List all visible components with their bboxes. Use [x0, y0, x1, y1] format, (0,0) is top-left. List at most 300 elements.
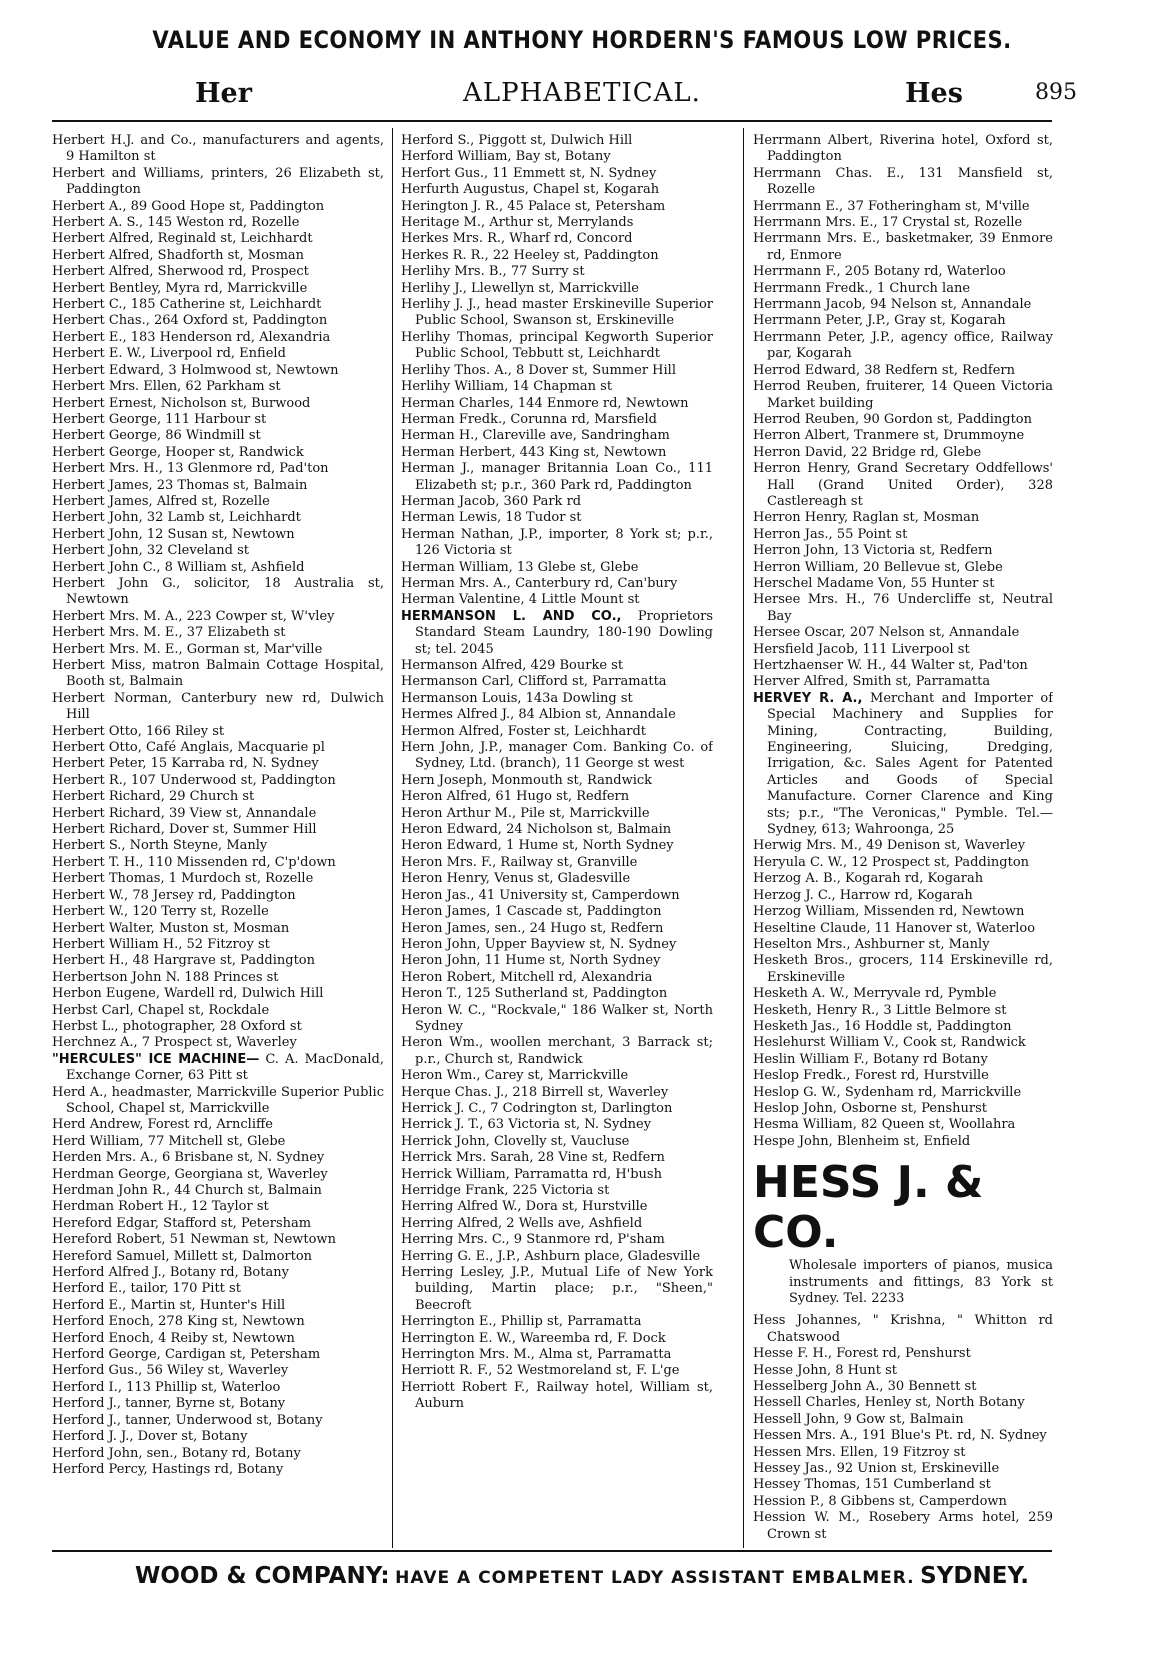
directory-entry — [52, 740, 384, 756]
running-head-left: Her — [195, 78, 252, 109]
entry-text: Herrod Reuben, 90 Gordon st, Paddington — [753, 411, 1032, 427]
directory-entry — [52, 1446, 384, 1462]
entry-text: Herman Mrs. A., Canterbury rd, Can'bury — [401, 575, 678, 591]
directory-entry — [753, 510, 1053, 526]
directory-entry — [753, 1052, 1053, 1068]
entry-text: Herbert John, 32 Cleveland st — [52, 543, 250, 559]
entry-text: Heron Jas., 41 University st, Camperdown — [401, 887, 680, 903]
directory-entry — [401, 1380, 713, 1413]
directory-entry — [401, 970, 713, 986]
entry-text: Herd William, 77 Mitchell st, Glebe — [52, 1133, 286, 1149]
directory-entry — [401, 1347, 713, 1363]
directory-entry — [52, 789, 384, 805]
directory-entry — [753, 330, 1053, 363]
entry-text: Herzog William, Missenden rd, Newtown — [753, 904, 1025, 920]
entry-text: Herford J., tanner, Byrne st, Botany — [52, 1396, 286, 1412]
directory-entry — [753, 527, 1053, 543]
directory-entry — [401, 1183, 713, 1199]
directory-entry — [753, 691, 1053, 839]
entry-text: Herbert Alfred, Sherwood rd, Prospect — [52, 264, 309, 280]
directory-entry — [753, 674, 1053, 690]
directory-entry — [401, 773, 713, 789]
directory-entry — [52, 1347, 384, 1363]
entry-text: Herbert Ernest, Nicholson st, Burwood — [52, 395, 311, 411]
entry-text: Herrmann Fredk., 1 Church lane — [753, 280, 971, 296]
directory-entry — [52, 379, 384, 395]
directory-entry — [52, 1331, 384, 1347]
entry-text: Herlihy J. J., head master Erskineville Superior Public School, Swanson st, Erskineville — [401, 297, 713, 329]
footer-city: SYDNEY. — [920, 1563, 1030, 1589]
entry-text: Herford Alfred J., Botany rd, Botany — [52, 1265, 289, 1281]
directory-entry — [52, 510, 384, 526]
directory-entry — [401, 182, 713, 198]
entry-text: Hessey Jas., 92 Union st, Erskineville — [753, 1461, 1000, 1477]
entry-text: Heselton Mrs., Ashburner st, Manly — [753, 936, 990, 952]
entry-text: Herrmann Mrs. E., 17 Crystal st, Rozelle — [753, 215, 1023, 231]
entry-text: Heseltine Claude, 11 Hanover st, Waterloo — [753, 920, 1036, 936]
directory-entry — [52, 1199, 384, 1215]
entry-text: Heron Mrs. F., Railway st, Granville — [401, 854, 638, 870]
entry-text: Heron Wm., Carey st, Marrickville — [401, 1068, 629, 1084]
column-divider — [392, 128, 393, 1548]
directory-entry — [52, 428, 384, 444]
entry-text: Herriott Robert F., Railway hotel, William st, Auburn — [401, 1379, 713, 1412]
directory-entry — [401, 461, 713, 494]
entry-text: Heron James, sen., 24 Hugo st, Redfern — [401, 920, 664, 936]
directory-entry — [753, 199, 1053, 215]
entry-text: Herbert Mrs. M. E., 37 Elizabeth st — [52, 625, 286, 641]
entry-text: Herbert S., North Steyne, Manly — [52, 838, 268, 854]
entry-text: Heron John, Upper Bayview st, N. Sydney — [401, 936, 677, 952]
directory-entry — [753, 379, 1053, 412]
entry-text: Herlihy J., Llewellyn st, Marrickville — [401, 280, 639, 296]
directory-entry — [753, 231, 1053, 264]
directory-entry — [401, 740, 713, 773]
entry-text: Heslin William F., Botany rd Botany — [753, 1051, 988, 1067]
entry-text: Herbert John C., 8 William st, Ashfield — [52, 559, 305, 575]
entry-text: Herd A., headmaster, Marrickville Superior Public School, Chapel st, Marrickville — [52, 1084, 384, 1116]
entry-text: Herron William, 20 Bellevue st, Glebe — [753, 559, 1003, 575]
directory-entry — [52, 346, 384, 362]
directory-entry — [401, 1167, 713, 1183]
directory-entry — [52, 625, 384, 641]
entry-text: Hession P., 8 Gibbens st, Camperdown — [753, 1493, 1007, 1509]
hess-advert-description: Wholesale importers of pianos, musica instruments and fittings, 83 York st Sydney. Tel. 2233 — [789, 1258, 1053, 1306]
entry-text: Herschel Madame Von, 55 Hunter st — [753, 575, 995, 591]
directory-entry — [401, 510, 713, 526]
directory-entry — [52, 1150, 384, 1166]
directory-entry — [753, 1085, 1053, 1101]
directory-entry — [401, 1216, 713, 1232]
entry-text: Herchnez A., 7 Prospect st, Waverley — [52, 1035, 297, 1051]
entry-text: Hermanson Carl, Clifford st, Parramatta — [401, 674, 667, 690]
entry-text: Herford I., 113 Phillip st, Waterloo — [52, 1379, 281, 1395]
directory-entry — [753, 625, 1053, 641]
entry-text: Herron Jas., 55 Point st — [753, 526, 908, 542]
directory-entry — [52, 1134, 384, 1150]
directory-entry — [52, 1249, 384, 1265]
directory-entry — [52, 986, 384, 1002]
directory-entry — [401, 1101, 713, 1117]
directory-entry — [52, 1232, 384, 1248]
entry-text: Herford E., Martin st, Hunter's Hill — [52, 1297, 286, 1313]
directory-entry — [401, 149, 713, 165]
directory-entry — [753, 428, 1053, 444]
directory-entry — [52, 1380, 384, 1396]
directory-entry — [52, 412, 384, 428]
entry-text: C. A. MacDonald, Exchange Corner, 63 Pitt st — [66, 1051, 384, 1084]
entry-text: Herbert John, 12 Susan st, Newtown — [52, 526, 295, 542]
directory-entry — [52, 1462, 384, 1478]
directory-entry — [52, 1085, 384, 1118]
directory-entry — [753, 576, 1053, 592]
entry-text: Herbert R., 107 Underwood st, Paddington — [52, 772, 336, 788]
directory-entry — [401, 1265, 713, 1314]
entry-text: Herdman John R., 44 Church st, Balmain — [52, 1183, 322, 1198]
directory-entry — [52, 921, 384, 937]
directory-entry — [753, 560, 1053, 576]
running-head-right: Hes — [905, 78, 963, 109]
directory-column-1 — [52, 133, 384, 1546]
directory-entry — [401, 822, 713, 838]
entry-text: Herring Alfred W., Dora st, Hurstville — [401, 1199, 648, 1215]
directory-entry — [401, 937, 713, 953]
directory-entry — [401, 888, 713, 904]
directory-entry — [52, 970, 384, 986]
directory-entry — [401, 412, 713, 428]
directory-entry — [401, 1003, 713, 1036]
directory-entry — [52, 248, 384, 264]
entry-text: Herbert James, 23 Thomas st, Balmain — [52, 477, 308, 493]
directory-entry — [753, 1379, 1053, 1395]
directory-entry — [753, 1003, 1053, 1019]
directory-entry — [401, 1134, 713, 1150]
directory-entry — [52, 1298, 384, 1314]
entry-text: Herbert James, Alfred st, Rozelle — [52, 493, 270, 509]
entry-text: Herbert Norman, Canterbury new rd, Dulwich Hill — [52, 690, 384, 723]
directory-entry — [52, 478, 384, 494]
entry-text: Hermes Alfred J., 84 Albion st, Annandale — [401, 707, 676, 723]
entry-text: Heryula C. W., 12 Prospect st, Paddington — [753, 854, 1030, 870]
entry-text: Herbert W., 78 Jersey rd, Paddington — [52, 887, 296, 903]
entry-text: Herman Valentine, 4 Little Mount st — [401, 592, 640, 608]
directory-entry — [401, 1150, 713, 1166]
directory-entry — [401, 691, 713, 707]
entry-text: Herring G. E., J.P., Ashburn place, Gladesville — [401, 1248, 701, 1264]
directory-entry — [753, 838, 1053, 854]
entry-text: Herrington E. W., Wareemba rd, F. Dock — [401, 1330, 666, 1346]
entries-after-advert — [753, 1313, 1053, 1543]
entry-text: Herbert Peter, 15 Karraba rd, N. Sydney — [52, 756, 319, 772]
directory-entry — [401, 953, 713, 969]
directory-entry — [753, 1101, 1053, 1117]
entry-text: Herford J., tanner, Underwood st, Botany — [52, 1412, 323, 1428]
entry-text: Heritage M., Arthur st, Merrylands — [401, 215, 634, 231]
entry-text: Herriott R. F., 52 Westmoreland st, F. L'ge — [401, 1363, 680, 1379]
top-banner: VALUE AND ECONOMY IN ANTHONY HORDERN'S FAMOUS LOW PRICES. — [152, 26, 1012, 54]
directory-entry — [52, 264, 384, 280]
directory-entry — [52, 822, 384, 838]
directory-entry — [401, 166, 713, 182]
entry-text: Herrick J. T., 63 Victoria st, N. Sydney — [401, 1117, 652, 1133]
directory-entry — [401, 231, 713, 247]
entry-text: Herbert Edward, 3 Holmwood st, Newtown — [52, 362, 339, 378]
entry-text: Hessen Mrs. A., 191 Blue's Pt. rd, N. Sydney — [753, 1428, 1047, 1444]
directory-entry — [753, 1428, 1053, 1444]
footer-rule — [52, 1550, 1052, 1552]
entry-text: Hespe John, Blenheim st, Enfield — [753, 1133, 971, 1149]
directory-entry — [401, 1232, 713, 1248]
directory-entry — [753, 937, 1053, 953]
directory-entry — [753, 888, 1053, 904]
footer-advert — [0, 1563, 1164, 1589]
directory-entry — [52, 1035, 384, 1051]
directory-entry — [401, 215, 713, 231]
entry-text: Hern John, J.P., manager Com. Banking Co. of Sydney, Ltd. (branch), 11 George st west — [401, 740, 713, 772]
entry-text: Herrington E., Phillip st, Parramatta — [401, 1314, 642, 1330]
directory-entry — [52, 330, 384, 346]
entry-text: Herridge Frank, 225 Victoria st — [401, 1183, 610, 1198]
entry-text: Herring Alfred, 2 Wells ave, Ashfield — [401, 1215, 643, 1231]
directory-entry — [52, 953, 384, 969]
entry-text: Herden Mrs. A., 6 Brisbane st, N. Sydney — [52, 1150, 325, 1166]
directory-entry — [401, 1085, 713, 1101]
directory-entry — [401, 609, 713, 658]
entry-text: Hessell Charles, Henley st, North Botany — [753, 1395, 1025, 1411]
entry-text: Herbert Alfred, Shadforth st, Mosman — [52, 247, 305, 263]
directory-entry — [753, 543, 1053, 559]
directory-entry — [401, 363, 713, 379]
entry-text: Herbert Mrs. M. E., Gorman st, Mar'ville — [52, 641, 323, 657]
entry-text: Herbert C., 185 Catherine st, Leichhardt — [52, 297, 322, 313]
directory-entry — [52, 543, 384, 559]
entry-text: Herman J., manager Britannia Loan Co., 111 Elizabeth st; p.r., 360 Park rd, Paddington — [401, 461, 713, 493]
directory-entry — [52, 199, 384, 215]
entry-text: Proprietors Standard Steam Laundry, 180-190 Dowling st; tel. 2045 — [415, 608, 713, 657]
entry-text: Herrick William, Parramatta rd, H'bush — [401, 1166, 662, 1182]
entry-text: Hessen Mrs. Ellen, 19 Fitzroy st — [753, 1444, 966, 1460]
entry-text: Hermanson Louis, 143a Dowling st — [401, 690, 633, 706]
directory-entry — [52, 396, 384, 412]
entry-text: Herrmann Jacob, 94 Nelson st, Annandale — [753, 297, 1032, 313]
directory-entry — [753, 215, 1053, 231]
directory-entry — [52, 560, 384, 576]
entry-text: Herrmann Albert, Riverina hotel, Oxford st, Paddington — [753, 133, 1053, 165]
directory-entry — [52, 888, 384, 904]
entry-text: Hesketh Jas., 16 Hoddle st, Paddington — [753, 1018, 1012, 1034]
entry-text: Herman Nathan, J.P., importer, 8 York st; p.r., 126 Victoria st — [401, 526, 713, 559]
directory-column-3 — [753, 133, 1053, 1546]
entry-text: Herbert John G., solicitor, 18 Australia st, Newtown — [52, 575, 384, 608]
entry-text: Herbert Alfred, Reginald st, Leichhardt — [52, 231, 313, 247]
directory-entry — [52, 937, 384, 953]
entry-text: Herbst Carl, Chapel st, Rockdale — [52, 1002, 270, 1018]
header-rule — [52, 120, 1052, 122]
entry-text: Hesketh Bros., grocers, 114 Erskineville rd, Erskineville — [753, 953, 1053, 985]
entry-text: Herbert George, Hooper st, Randwick — [52, 444, 304, 460]
entry-text: Herdman Robert H., 12 Taylor st — [52, 1199, 269, 1215]
entry-text: Herron Albert, Tranmere st, Drummoyne — [753, 428, 1025, 444]
directory-entry — [401, 806, 713, 822]
entry-text: Herbst L., photographer, 28 Oxford st — [52, 1018, 302, 1034]
entry-text: Herver Alfred, Smith st, Parramatta — [753, 674, 991, 690]
entry-text: Herford George, Cardigan st, Petersham — [52, 1347, 321, 1363]
directory-entry — [753, 1461, 1053, 1477]
directory-entry — [401, 379, 713, 395]
entry-text: Heron Wm., woollen merchant, 3 Barrack st; p.r., Church st, Randwick — [401, 1035, 713, 1067]
directory-entry — [401, 576, 713, 592]
entry-text: Herrmann Peter, J.P., agency office, Railway par, Kogarah — [753, 329, 1053, 362]
footer-company: WOOD & COMPANY: — [134, 1563, 390, 1589]
column-divider — [743, 128, 744, 1548]
directory-entry — [401, 428, 713, 444]
directory-entry — [52, 576, 384, 609]
entry-text: Herbert Mrs. H., 13 Glenmore rd, Pad'ton — [52, 461, 329, 477]
directory-entry — [52, 1396, 384, 1412]
directory-entry — [753, 1068, 1053, 1084]
entry-text: Herrmann Mrs. E., basketmaker, 39 Enmore rd, Enmore — [753, 231, 1053, 263]
directory-entry — [52, 1019, 384, 1035]
entry-text: Heslop Fredk., Forest rd, Hurstville — [753, 1068, 989, 1084]
directory-entry — [753, 363, 1053, 379]
directory-entry — [52, 297, 384, 313]
entry-text: Herbert Chas., 264 Oxford st, Paddington — [52, 313, 328, 329]
entry-text: Herdman George, Georgiana st, Waverley — [52, 1166, 328, 1182]
entry-text: Hersfield Jacob, 111 Liverpool st — [753, 641, 970, 657]
directory-entry — [753, 1134, 1053, 1150]
directory-entry — [52, 1413, 384, 1429]
directory-entry — [52, 1281, 384, 1297]
directory-entry — [753, 986, 1053, 1002]
directory-entry — [753, 1412, 1053, 1428]
entry-text: Herbertson John N. 188 Princes st — [52, 969, 279, 985]
entry-text: Heron Arthur M., Pile st, Marrickville — [401, 805, 650, 821]
directory-entry — [753, 642, 1053, 658]
directory-entry — [401, 264, 713, 280]
directory-entry — [753, 1035, 1053, 1051]
entry-text: Herron John, 13 Victoria st, Redfern — [753, 543, 993, 559]
entry-text: Hession W. M., Rosebery Arms hotel, 259 Crown st — [753, 1510, 1053, 1542]
directory-entry — [401, 1331, 713, 1347]
entry-text: Hertzhaenser W. H., 44 Walter st, Pad'ton — [753, 658, 1028, 673]
entry-text: Heron Henry, Venus st, Gladesville — [401, 871, 631, 887]
entry-text: Herlihy Thomas, principal Kegworth Superior Public School, Tebbutt st, Leichhardt — [401, 329, 713, 362]
entry-text: Herrmann Chas. E., 131 Mansfield st, Rozelle — [753, 165, 1053, 198]
entry-text: Herford Percy, Hastings rd, Botany — [52, 1461, 284, 1477]
directory-entry — [52, 166, 384, 199]
directory-entry — [753, 1346, 1053, 1362]
directory-entry — [52, 313, 384, 329]
directory-entry — [52, 756, 384, 772]
entry-text: Hersee Mrs. H., 76 Undercliffe st, Neutral Bay — [753, 592, 1053, 624]
directory-entry — [753, 953, 1053, 986]
entry-text: Herbert Otto, Café Anglais, Macquarie pl — [52, 740, 325, 756]
directory-entry — [401, 281, 713, 297]
directory-entry — [401, 199, 713, 215]
entry-text: Herford Enoch, 4 Reiby st, Newtown — [52, 1330, 295, 1346]
entry-heading: "HERCULES" ICE MACHINE— — [52, 1051, 260, 1067]
entry-text: Herring Mrs. C., 9 Stanmore rd, P'sham — [401, 1232, 665, 1248]
directory-entry — [52, 609, 384, 625]
entry-text: Herbert H.J. and Co., manufacturers and agents, 9 Hamilton st — [52, 133, 384, 165]
entry-text: Hereford Robert, 51 Newman st, Newtown — [52, 1232, 336, 1248]
entry-text: Herford S., Piggott st, Dulwich Hill — [401, 133, 633, 148]
entry-text: Herrick John, Clovelly st, Vaucluse — [401, 1133, 630, 1149]
entry-text: Hesketh A. W., Merryvale rd, Pymble — [753, 986, 997, 1002]
directory-entry — [401, 330, 713, 363]
directory-entry — [753, 313, 1053, 329]
directory-entry — [753, 445, 1053, 461]
directory-entry — [401, 1249, 713, 1265]
directory-entry — [753, 281, 1053, 297]
entry-text: Heslehurst William V., Cook st, Randwick — [753, 1035, 1026, 1051]
directory-entry — [401, 871, 713, 887]
entry-text: Herd Andrew, Forest rd, Arncliffe — [52, 1117, 273, 1133]
entry-text: Hereford Edgar, Stafford st, Petersham — [52, 1215, 312, 1231]
directory-entry — [401, 248, 713, 264]
directory-entry — [753, 297, 1053, 313]
entries-before-advert — [753, 133, 1053, 1150]
entry-text: Herbert Otto, 166 Riley st — [52, 723, 225, 739]
directory-entry — [52, 445, 384, 461]
page-number: 895 — [1035, 80, 1077, 105]
entry-text: Heron Alfred, 61 Hugo st, Redfern — [401, 789, 630, 805]
directory-column-2 — [401, 133, 713, 1546]
entry-heading: HERVEY R. A., — [753, 690, 863, 706]
entry-text: Herbert George, 86 Windmill st — [52, 428, 261, 444]
directory-entry — [52, 773, 384, 789]
hess-advert-title: HESS J. & CO. — [753, 1157, 984, 1259]
directory-entry — [753, 461, 1053, 510]
directory-entry — [52, 281, 384, 297]
entry-text: Herlihy William, 14 Chapman st — [401, 379, 613, 395]
entry-text: Herbert Miss, matron Balmain Cottage Hospital, Booth st, Balmain — [52, 658, 384, 690]
entry-text: Herrington Mrs. M., Alma st, Parramatta — [401, 1347, 672, 1363]
directory-entry — [52, 904, 384, 920]
directory-entry — [401, 1314, 713, 1330]
directory-entry — [401, 494, 713, 510]
directory-entry — [52, 1117, 384, 1133]
entry-text: Herfort Gus., 11 Emmett st, N. Sydney — [401, 165, 657, 181]
entry-text: Herbert Bentley, Myra rd, Marrickville — [52, 280, 308, 296]
entry-text: Heron Edward, 24 Nicholson st, Balmain — [401, 822, 672, 838]
directory-entry — [52, 642, 384, 658]
directory-entry — [52, 231, 384, 247]
entry-text: Herbert E., 183 Henderson rd, Alexandria — [52, 329, 331, 345]
directory-entry — [753, 412, 1053, 428]
entry-text: Herman H., Clareville ave, Sandringham — [401, 428, 670, 444]
entry-text: Hesse F. H., Forest rd, Penshurst — [753, 1346, 971, 1362]
entry-text: Herron David, 22 Bridge rd, Glebe — [753, 444, 982, 460]
directory-entry — [401, 560, 713, 576]
entry-text: Herbert T. H., 110 Missenden rd, C'p'down — [52, 854, 336, 870]
entry-text: Hersee Oscar, 207 Nelson st, Annandale — [753, 625, 1020, 641]
entry-text: Herrmann Peter, J.P., Gray st, Kogarah — [753, 313, 1006, 329]
directory-entry — [401, 658, 713, 674]
entry-text: Herford E., tailor, 170 Pitt st — [52, 1281, 241, 1297]
entry-text: Herbert Walter, Muston st, Mosman — [52, 920, 290, 936]
running-head-center: ALPHABETICAL. — [463, 78, 701, 108]
directory-entry — [52, 215, 384, 231]
directory-entry — [401, 592, 713, 608]
entry-text: Hern Joseph, Monmouth st, Randwick — [401, 772, 653, 788]
entry-text: Herman Charles, 144 Enmore rd, Newtown — [401, 395, 689, 411]
entry-text: Herfurth Augustus, Chapel st, Kogarah — [401, 182, 660, 198]
entry-text: Herbert Richard, 29 Church st — [52, 789, 255, 805]
entry-text: Hereford Samuel, Millett st, Dalmorton — [52, 1248, 313, 1264]
footer-slogan: HAVE A COMPETENT LADY ASSISTANT EMBALMER. — [395, 1568, 915, 1588]
entry-text: Herford William, Bay st, Botany — [401, 149, 611, 165]
